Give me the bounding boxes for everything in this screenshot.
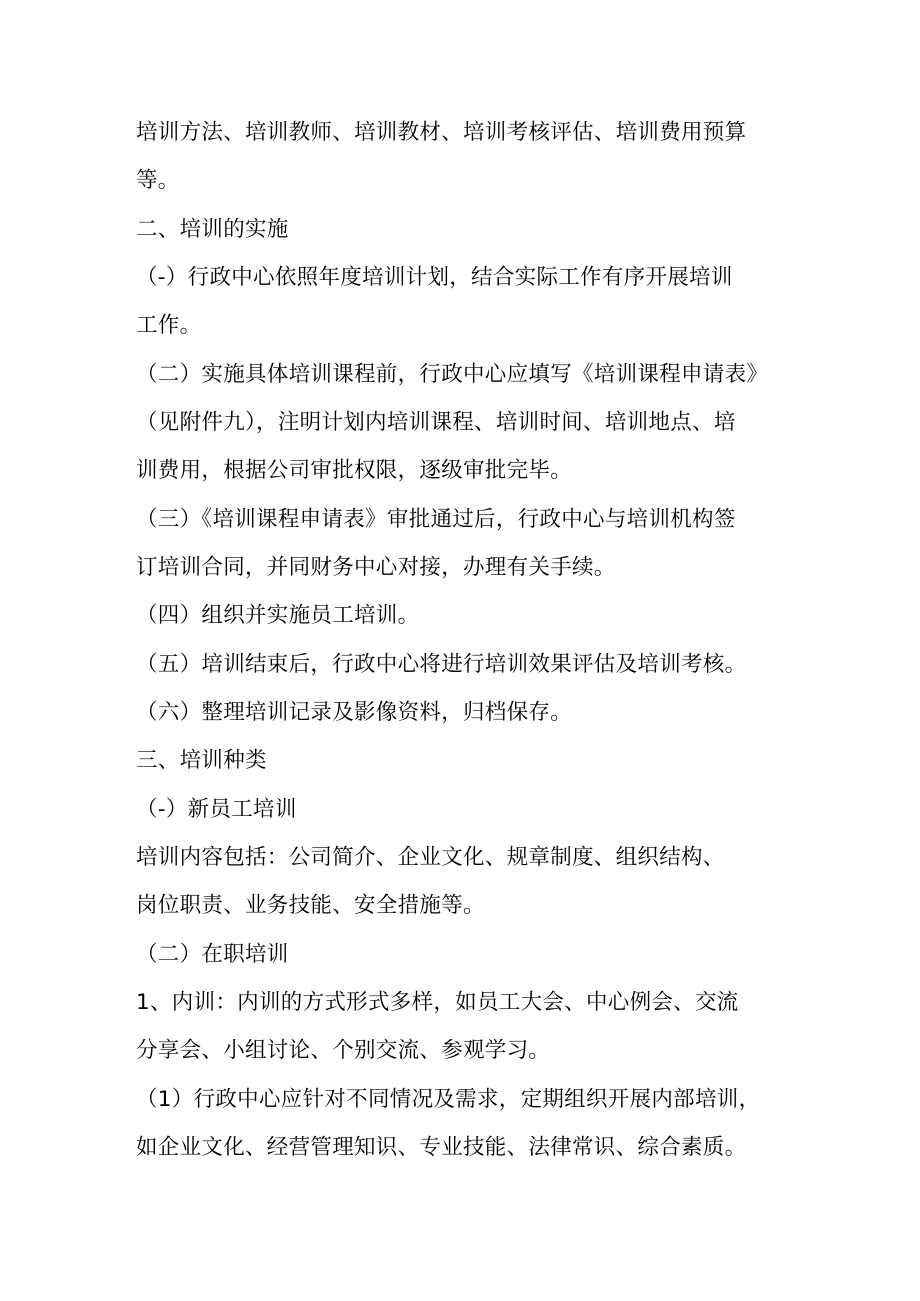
text-line: （二）在职培训 [136, 942, 289, 967]
text-line: 等。 [136, 168, 180, 193]
text-line: （五）培训结束后，行政中心将进行培训效果评估及培训考核。 [136, 652, 747, 677]
text-line: 训费用，根据公司审批权限，逐级审批完毕。 [136, 458, 573, 483]
text-line: （-）新员工培训 [136, 797, 297, 822]
text-line: 工作。 [136, 313, 202, 338]
text-line: （见附件九），注明计划内培训课程、培训时间、培训地点、培 [136, 410, 736, 435]
text-line: （-）行政中心依照年度培训计划，结合实际工作有序开展培训 [136, 265, 733, 290]
text-line: （1）行政中心应针对不同情况及需求，定期组织开展内部培训， [136, 1087, 761, 1112]
text-line: （三）《培训课程申请表》审批通过后，行政中心与培训机构签 [136, 507, 736, 532]
text-line: （二）实施具体培训课程前，行政中心应填写《培训课程申请表》 [136, 362, 769, 387]
section-heading: 三、培训种类 [136, 748, 267, 773]
text-line: 分享会、小组讨论、个别交流、参观学习。 [136, 1038, 551, 1063]
text-line: 订培训合同，并同财务中心对接，办理有关手续。 [136, 555, 616, 580]
text-line: 1、内训：内训的方式形式多样，如员工大会、中心例会、交流 [136, 990, 739, 1015]
text-line: （四）组织并实施员工培训。 [136, 603, 420, 628]
text-line: 培训方法、培训教师、培训教材、培训考核评估、培训费用预算 [136, 120, 747, 145]
text-line: 岗位职责、业务技能、安全措施等。 [136, 893, 485, 918]
text-line: 如企业文化、经营管理知识、专业技能、法律常识、综合素质。 [136, 1135, 747, 1160]
text-line: 培训内容包括：公司简介、企业文化、规章制度、组织结构、 [136, 845, 725, 870]
section-heading: 二、培训的实施 [136, 217, 289, 242]
text-line: （六）整理培训记录及影像资料，归档保存。 [136, 700, 573, 725]
